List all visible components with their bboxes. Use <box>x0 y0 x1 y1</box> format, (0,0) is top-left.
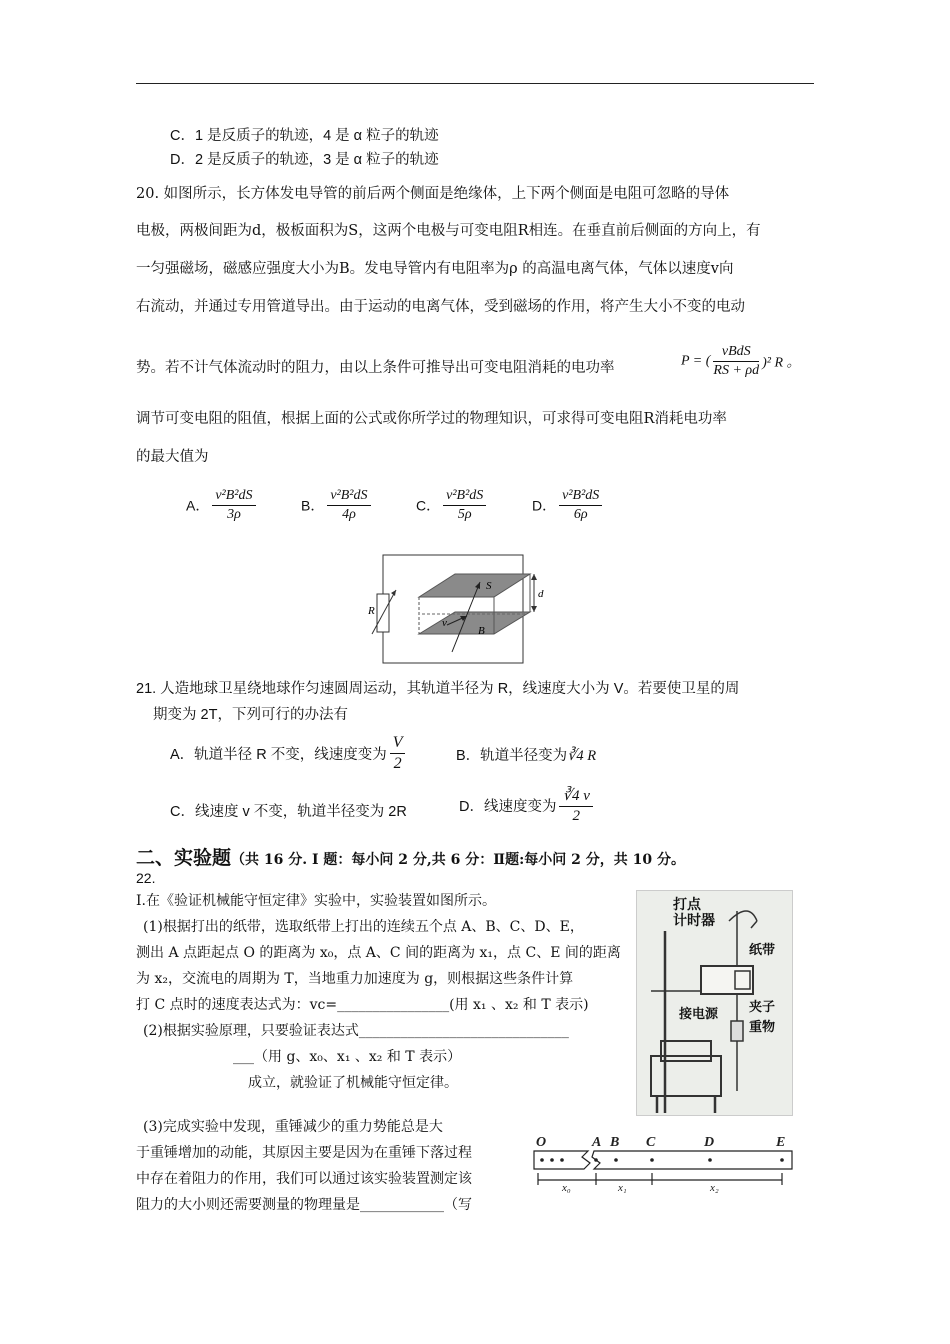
q19-option-d: D．2 是反质子的轨迹，3 是 α 粒子的轨迹 <box>170 152 439 168</box>
option-label: B． <box>301 497 325 514</box>
option-expression: ∛4 R <box>567 748 597 764</box>
label-power: 接电源 <box>679 1007 719 1022</box>
q20-power-formula <box>681 344 801 379</box>
label-s: S <box>486 580 492 592</box>
option-text: A．轨道半径 R 不变，线速度变为 <box>170 747 387 763</box>
label-x1: x₁ <box>618 1182 627 1193</box>
q20-line1: 20. 如图所示，长方体发电导管的前后两个侧面是绝缘体，上下两个侧面是电阻可忽略的导体 <box>136 186 730 202</box>
q20-line7: 的最大值为 <box>136 449 209 465</box>
point-a: A <box>592 1135 602 1150</box>
option-label: A． <box>186 497 210 514</box>
formula-rhs: )² R 。 <box>762 355 801 371</box>
section2-title: 二、实验题 <box>136 847 232 869</box>
q22-number: 22. <box>136 870 156 886</box>
apparatus-photo <box>636 890 793 1116</box>
label-tape: 纸带 <box>749 943 776 958</box>
q20-line6: 调节可变电阻的阻值，根据上面的公式或你所学过的物理知识，可求得可变电阻R消耗电功率 <box>136 411 727 427</box>
option-numerator: v²B²dS <box>559 488 602 506</box>
q20-option-a <box>186 488 259 523</box>
q20-line2: 电极，两极间距为d，极板面积为S，这两个电极与可变电阻R相连。在垂直前后侧面的方向上，有 <box>136 223 761 239</box>
generator-figure <box>362 552 562 667</box>
q22-line9: (3)完成实验中发现，重锤减少的重力势能总是大 <box>143 1119 443 1135</box>
q19-option-c: C．1 是反质子的轨迹，4 是 α 粒子的轨迹 <box>170 128 439 144</box>
q21-option-b <box>456 744 596 765</box>
label-weight: 重物 <box>749 1020 776 1035</box>
point-e: E <box>776 1135 786 1150</box>
q22-line4: 为 x₂，交流电的周期为 T，当地重力加速度为 g，则根据这些条件计算 <box>136 971 574 987</box>
q20-option-d <box>532 488 605 523</box>
q22-line8: 成立，就验证了机械能守恒定律。 <box>248 1075 458 1091</box>
option-text: D．线速度变为 <box>459 799 557 815</box>
formula-lhs: P = ( <box>681 353 711 369</box>
q21-option-d <box>459 786 596 825</box>
point-c: C <box>646 1135 656 1150</box>
q20-line4: 右流动，并通过专用管道导出。由于运动的电离气体，受到磁场的作用，将产生大小不变的电动 <box>136 299 745 315</box>
q22-line3: 测出 A 点距起点 O 的距离为 x₀，点 A、C 间的距离为 x₁，点 C、E 间的距离 <box>136 945 621 961</box>
option-denominator: 5ρ <box>457 507 472 522</box>
formula-denominator: RS + ρd <box>713 363 760 378</box>
label-r: R <box>368 605 375 617</box>
q21-line1: 21. 人造地球卫星绕地球作匀速圆周运动，其轨道半径为 R，线速度大小为 V。若要使卫星的周 <box>136 681 740 697</box>
option-label: C． <box>416 497 441 514</box>
q22-line11: 中存在着阻力的作用，我们可以通过该实验装置测定该 <box>136 1171 472 1187</box>
option-text: B．轨道半径变为 <box>456 748 568 764</box>
label-v: v <box>442 617 447 629</box>
point-b: B <box>610 1135 620 1150</box>
q22-line1: Ⅰ.在《验证机械能守恒定律》实验中，实验装置如图所示。 <box>136 893 496 909</box>
q22-line10: 于重锤增加的动能，其原因主要是因为在重锤下落过程 <box>136 1145 472 1161</box>
q21-line2: 期变为 2T，下列可行的办法有 <box>153 707 348 723</box>
formula-numerator: vBdS <box>713 344 759 362</box>
q22-line6: (2)根据实验原理，只要验证表达式______________________________ <box>143 1023 569 1039</box>
label-clip: 夹子 <box>749 1000 776 1015</box>
label-timer: 打点 计时器 <box>673 897 715 929</box>
label-b: B <box>478 625 485 637</box>
q20-option-c <box>416 488 489 523</box>
q22-line7: ___（用 g、x₀、x₁ 、x₂ 和 T 表示） <box>233 1049 462 1065</box>
option-numerator: v²B²dS <box>443 488 486 506</box>
q20-line5: 势。若不计气体流动时的阻力，由以上条件可推导出可变电阻消耗的电功率 <box>136 360 615 376</box>
point-d: D <box>704 1135 715 1150</box>
option-numerator: v²B²dS <box>327 488 370 506</box>
q22-line2: (1)根据打出的纸带，选取纸带上打出的连续五个点 A、B、C、D、E， <box>143 919 584 935</box>
label-x0: x₀ <box>562 1182 571 1193</box>
option-label: D． <box>532 497 557 514</box>
option-denominator: 2 <box>390 753 406 773</box>
header-rule <box>136 83 814 84</box>
label-d: d <box>538 588 544 600</box>
top-plate <box>419 574 530 597</box>
option-denominator: 2 <box>572 808 580 824</box>
option-numerator: V <box>392 734 403 751</box>
section2-note: （共 16 分. Ⅰ 题：每小问 2 分,共 6 分：Ⅱ题:每小问 2 分，共 10 分。 <box>231 852 685 868</box>
option-denominator: 3ρ <box>227 507 241 522</box>
section2-heading <box>136 843 685 870</box>
point-o: O <box>536 1135 547 1150</box>
bottom-plate <box>419 612 530 634</box>
option-denominator: 6ρ <box>573 507 588 522</box>
q22-line5: 打 C 点时的速度表达式为：vc=________________(用 x₁ 、x₂ 和 T 表示) <box>136 997 589 1013</box>
q21-option-a <box>170 734 408 773</box>
q20-line3: 一匀强磁场，磁感应强度大小为B。发电导管内有电阻率为ρ 的高温电离气体，气体以速度v向 <box>136 261 734 277</box>
option-numerator: ∛4 v <box>559 786 592 807</box>
q20-option-b <box>301 488 374 523</box>
option-denominator: 4ρ <box>342 507 356 522</box>
option-numerator: v²B²dS <box>212 488 255 506</box>
q21-option-c: C．线速度 v 不变，轨道半径变为 2R <box>170 804 407 820</box>
circuit-loop <box>383 555 523 663</box>
q22-line12: 阻力的大小则还需要测量的物理量是____________（写 <box>136 1197 472 1213</box>
paper-tape-figure <box>530 1133 795 1193</box>
label-x2: x₂ <box>710 1182 719 1193</box>
